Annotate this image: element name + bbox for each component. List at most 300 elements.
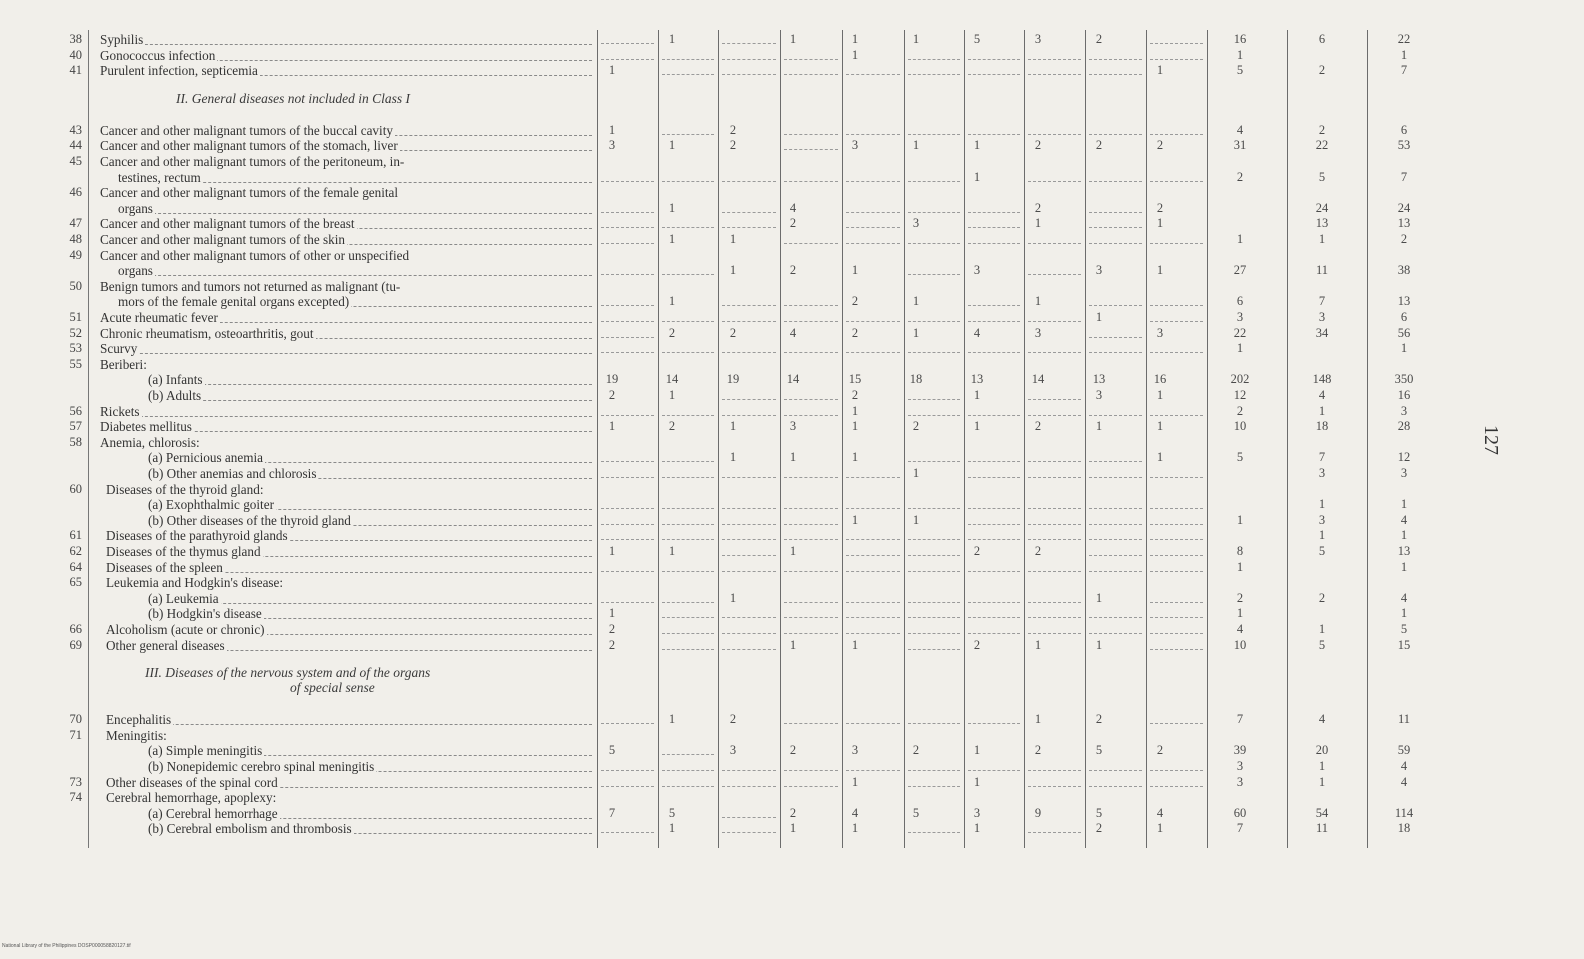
data-cell: 1	[668, 232, 676, 246]
empty-cell-dash	[908, 134, 960, 135]
row-number: 55	[69, 356, 82, 371]
data-cell: 18	[1315, 419, 1329, 434]
data-cell: 10	[1233, 419, 1247, 434]
data-cell: 2	[789, 216, 797, 231]
data-cell: 4	[1400, 774, 1408, 789]
row-number: 62	[69, 544, 82, 558]
empty-cell-dash	[1089, 555, 1142, 556]
table-row	[0, 560, 1470, 575]
empty-cell-dash	[784, 74, 838, 75]
table-row	[0, 310, 1470, 325]
data-cell: 1	[668, 821, 676, 836]
empty-cell-dash	[908, 571, 960, 572]
data-cell: 1	[912, 325, 920, 340]
data-cell: 5	[1236, 450, 1244, 465]
data-cell: 3	[1236, 774, 1244, 789]
data-cell: 1	[608, 544, 616, 558]
data-cell: 2	[912, 419, 920, 434]
row-label-text: (a) Exophthalmic goiter	[148, 497, 274, 513]
empty-cell-dash	[601, 415, 654, 416]
empty-cell-dash	[1089, 617, 1142, 618]
data-cell: 1	[1095, 310, 1103, 324]
data-cell: 1	[729, 450, 737, 465]
data-cell: 14	[665, 372, 679, 387]
row-number: 60	[69, 481, 82, 496]
empty-cell-dash	[968, 461, 1020, 462]
empty-cell-dash	[968, 477, 1020, 478]
row-label-text: Other diseases of the spinal cord	[106, 774, 278, 790]
table-row	[0, 388, 1470, 403]
empty-cell-dash	[1089, 415, 1142, 416]
data-cell: 1	[1318, 774, 1326, 789]
row-label	[100, 138, 592, 153]
data-cell: 20	[1315, 743, 1329, 758]
empty-cell-dash	[846, 243, 900, 244]
data-cell: 2	[973, 637, 981, 652]
row-label	[106, 775, 592, 790]
empty-cell-dash	[1150, 539, 1203, 540]
row-label-text: Rickets	[100, 403, 140, 419]
data-cell: 3	[1034, 325, 1042, 340]
empty-cell-dash	[846, 352, 900, 353]
data-cell: 1	[608, 63, 616, 78]
table-row	[0, 622, 1470, 637]
data-cell: 31	[1233, 138, 1247, 153]
row-label	[100, 326, 592, 341]
empty-cell-dash	[846, 74, 900, 75]
data-cell: 1	[1236, 47, 1244, 62]
data-cell: 1	[851, 637, 859, 652]
data-cell: 3	[1236, 310, 1244, 324]
data-cell: 2	[729, 122, 737, 137]
data-cell: 1	[912, 32, 920, 46]
row-label	[106, 528, 592, 543]
data-cell: 4	[1318, 712, 1326, 727]
empty-cell-dash	[722, 508, 776, 509]
empty-cell-dash	[784, 352, 838, 353]
row-label	[106, 712, 592, 727]
data-cell: 3	[851, 138, 859, 153]
data-cell: 1	[608, 122, 616, 137]
data-cell: 202	[1230, 372, 1250, 387]
empty-cell-dash	[968, 633, 1020, 634]
data-cell: 1	[912, 138, 920, 153]
data-cell: 27	[1233, 263, 1247, 278]
empty-cell-dash	[846, 508, 900, 509]
data-cell: 2	[1318, 63, 1326, 78]
data-cell: 5	[973, 32, 981, 46]
empty-cell-dash	[601, 524, 654, 525]
empty-cell-dash	[722, 539, 776, 540]
empty-cell-dash	[1028, 633, 1081, 634]
data-cell: 4	[851, 805, 859, 820]
empty-cell-dash	[1150, 633, 1203, 634]
empty-cell-dash	[1028, 524, 1081, 525]
empty-cell-dash	[968, 243, 1020, 244]
data-cell: 1	[1034, 712, 1042, 727]
data-cell: 2	[1034, 544, 1042, 558]
data-cell: 3	[1318, 310, 1326, 324]
empty-cell-dash	[601, 786, 654, 787]
empty-cell-dash	[968, 770, 1020, 771]
empty-cell-dash	[1150, 415, 1203, 416]
scan-footer: National Library of the Philippines DOSP000058820127.tif	[2, 943, 131, 949]
page-number: 127	[1480, 425, 1502, 455]
data-cell: 1	[1034, 294, 1042, 309]
row-label-text: Purulent infection, septicemia	[100, 63, 258, 79]
row-label-text: Chronic rheumatism, osteoarthritis, gout	[100, 325, 314, 341]
row-label-text: (b) Hodgkin's disease	[148, 606, 262, 622]
table-row	[0, 63, 1470, 78]
row-label	[106, 575, 592, 590]
empty-cell-dash	[722, 352, 776, 353]
data-cell: 2	[1095, 821, 1103, 836]
data-cell: 2	[1095, 138, 1103, 153]
empty-cell-dash	[662, 770, 714, 771]
empty-cell-dash	[1028, 617, 1081, 618]
empty-cell-dash	[601, 539, 654, 540]
empty-cell-dash	[1028, 786, 1081, 787]
empty-cell-dash	[722, 770, 776, 771]
empty-cell-dash	[662, 571, 714, 572]
row-number: 56	[69, 403, 82, 418]
empty-cell-dash	[846, 602, 900, 603]
data-cell: 2	[851, 388, 859, 402]
data-cell: 2	[1156, 138, 1164, 153]
empty-cell-dash	[1150, 617, 1203, 618]
empty-cell-dash	[968, 571, 1020, 572]
empty-cell-dash	[908, 617, 960, 618]
data-cell: 7	[1318, 450, 1326, 465]
table-row	[0, 372, 1470, 387]
row-number: 38	[69, 32, 82, 46]
table-row	[0, 759, 1470, 774]
empty-cell-dash	[722, 524, 776, 525]
empty-cell-dash	[908, 461, 960, 462]
empty-cell-dash	[601, 770, 654, 771]
data-cell: 3	[1095, 263, 1103, 278]
data-cell: 1	[973, 821, 981, 836]
empty-cell-dash	[968, 415, 1020, 416]
row-label-text: Cerebral hemorrhage, apoplexy:	[106, 790, 277, 806]
empty-cell-dash	[1028, 539, 1081, 540]
empty-cell-dash	[1089, 770, 1142, 771]
row-label	[100, 216, 592, 231]
data-cell: 3	[729, 743, 737, 758]
row-label	[148, 759, 592, 774]
row-label-text: Leukemia and Hodgkin's disease:	[106, 575, 284, 591]
empty-cell-dash	[1028, 134, 1081, 135]
empty-cell-dash	[601, 321, 654, 322]
row-label-text: (b) Cerebral embolism and thrombosis	[148, 821, 352, 837]
empty-cell-dash	[784, 571, 838, 572]
empty-cell-dash	[846, 571, 900, 572]
empty-cell-dash	[846, 617, 900, 618]
data-cell: 8	[1236, 544, 1244, 558]
data-cell: 1	[973, 743, 981, 758]
row-number: 43	[69, 122, 82, 137]
empty-cell-dash	[784, 723, 838, 724]
table-row	[0, 263, 1470, 278]
data-cell: 22	[1397, 32, 1411, 46]
data-cell: 1	[1034, 637, 1042, 652]
data-cell: 2	[1034, 743, 1042, 758]
empty-cell-dash	[662, 649, 714, 650]
row-number: 45	[69, 154, 82, 168]
empty-cell-dash	[784, 770, 838, 771]
data-cell: 2	[608, 622, 616, 636]
data-cell: 12	[1233, 388, 1247, 402]
empty-cell-dash	[846, 321, 900, 322]
row-number: 49	[69, 247, 82, 262]
row-label	[100, 232, 592, 247]
data-cell: 2	[668, 325, 676, 340]
data-cell: 60	[1233, 805, 1247, 820]
table-row	[0, 466, 1470, 481]
row-label	[106, 638, 592, 653]
data-cell: 4	[1400, 590, 1408, 605]
empty-cell-dash	[1028, 415, 1081, 416]
row-label-text: Diseases of the parathyroid glands	[106, 528, 288, 544]
row-label-text: Diseases of the thyroid gland:	[106, 481, 264, 497]
data-cell: 1	[789, 821, 797, 836]
row-label-text: (a) Cerebral hemorrhage	[148, 805, 278, 821]
data-cell: 2	[789, 263, 797, 278]
table-row	[0, 216, 1470, 231]
data-cell: 18	[1397, 821, 1411, 836]
data-cell: 1	[912, 466, 920, 480]
row-label	[100, 154, 592, 169]
empty-cell-dash	[722, 786, 776, 787]
data-cell: 2	[668, 419, 676, 434]
data-cell: 7	[1318, 294, 1326, 309]
empty-cell-dash	[1089, 305, 1142, 306]
data-cell: 7	[1400, 169, 1408, 184]
data-cell: 53	[1397, 138, 1411, 153]
empty-cell-dash	[722, 415, 776, 416]
data-cell: 1	[789, 32, 797, 46]
row-label-text: (b) Adults	[148, 388, 202, 403]
data-cell: 1	[1236, 559, 1244, 574]
data-cell: 4	[1400, 759, 1408, 773]
row-label	[100, 123, 592, 138]
row-label-text: (b) Nonepidemic cerebro spinal meningitis	[148, 759, 375, 774]
table-row	[0, 279, 1470, 294]
table-row	[0, 821, 1470, 836]
empty-cell-dash	[846, 770, 900, 771]
data-cell: 59	[1397, 743, 1411, 758]
data-cell: 1	[1236, 512, 1244, 527]
table-row	[0, 606, 1470, 621]
empty-cell-dash	[1089, 633, 1142, 634]
empty-cell-dash	[908, 243, 960, 244]
row-label-text: (a) Simple meningitis	[148, 743, 263, 759]
data-cell: 4	[789, 325, 797, 340]
empty-cell-dash	[722, 59, 776, 60]
empty-cell-dash	[662, 539, 714, 540]
empty-cell-dash	[662, 786, 714, 787]
empty-cell-dash	[662, 415, 714, 416]
empty-cell-dash	[1028, 352, 1081, 353]
data-cell: 3	[1318, 466, 1326, 480]
empty-cell-dash	[601, 508, 654, 509]
empty-cell-dash	[846, 555, 900, 556]
empty-cell-dash	[601, 477, 654, 478]
data-cell: 1	[851, 419, 859, 434]
empty-cell-dash	[601, 181, 654, 182]
empty-cell-dash	[1150, 555, 1203, 556]
data-cell: 6	[1236, 294, 1244, 309]
empty-cell-dash	[1028, 74, 1081, 75]
data-cell: 1	[1156, 419, 1164, 434]
empty-cell-dash	[601, 602, 654, 603]
row-label-text: Other general diseases	[106, 637, 225, 653]
row-number: 51	[69, 310, 82, 324]
empty-cell-dash	[1028, 181, 1081, 182]
row-label	[118, 263, 592, 278]
data-cell: 5	[1095, 743, 1103, 758]
empty-cell-dash	[1089, 352, 1142, 353]
table-row	[0, 712, 1470, 727]
data-cell: 22	[1233, 325, 1247, 340]
table-row	[0, 326, 1470, 341]
row-label	[148, 388, 592, 403]
row-label-text: Cancer and other malignant tumors of the buccal cavity	[100, 122, 393, 138]
data-cell: 15	[848, 372, 862, 387]
empty-cell-dash	[968, 74, 1020, 75]
empty-cell-dash	[968, 352, 1020, 353]
row-number: 61	[69, 528, 82, 543]
data-cell: 12	[1397, 450, 1411, 465]
empty-cell-dash	[1028, 461, 1081, 462]
data-cell: 3	[912, 216, 920, 231]
empty-cell-dash	[968, 524, 1020, 525]
row-label	[118, 201, 592, 216]
row-label-text: Anemia, chlorosis:	[100, 434, 200, 450]
data-cell: 5	[608, 743, 616, 758]
data-cell: 1	[1318, 528, 1326, 543]
row-label	[100, 435, 592, 450]
row-number: 66	[69, 622, 82, 636]
empty-cell-dash	[601, 227, 654, 228]
data-cell: 5	[1095, 805, 1103, 820]
empty-cell-dash	[846, 723, 900, 724]
empty-cell-dash	[601, 59, 654, 60]
empty-cell-dash	[1089, 477, 1142, 478]
data-cell: 1	[1156, 450, 1164, 465]
data-cell: 2	[1156, 743, 1164, 758]
data-cell: 2	[729, 712, 737, 727]
empty-cell-dash	[1150, 181, 1203, 182]
row-label	[106, 790, 592, 805]
data-cell: 1	[912, 512, 920, 527]
empty-cell-dash	[908, 770, 960, 771]
empty-cell-dash	[1150, 134, 1203, 135]
empty-cell-dash	[968, 321, 1020, 322]
data-cell: 1	[789, 544, 797, 558]
empty-cell-dash	[1028, 59, 1081, 60]
data-cell: 1	[851, 263, 859, 278]
table-row	[0, 775, 1470, 790]
empty-cell-dash	[1089, 181, 1142, 182]
data-cell: 3	[1400, 466, 1408, 480]
row-label	[148, 372, 592, 387]
data-cell: 19	[726, 372, 740, 387]
data-cell: 350	[1394, 372, 1414, 387]
row-label-text: testines, rectum	[118, 169, 201, 185]
data-cell: 1	[608, 419, 616, 434]
empty-cell-dash	[662, 508, 714, 509]
data-cell: 3	[1400, 403, 1408, 418]
empty-cell-dash	[1028, 477, 1081, 478]
empty-cell-dash	[1150, 649, 1203, 650]
data-cell: 1	[851, 450, 859, 465]
empty-cell-dash	[1150, 723, 1203, 724]
data-cell: 4	[789, 200, 797, 215]
data-cell: 2	[1095, 712, 1103, 727]
empty-cell-dash	[662, 74, 714, 75]
empty-cell-dash	[662, 181, 714, 182]
row-number: 47	[69, 216, 82, 231]
data-cell: 1	[973, 388, 981, 402]
empty-cell-dash	[908, 539, 960, 540]
data-cell: 1	[1318, 232, 1326, 246]
empty-cell-dash	[722, 305, 776, 306]
empty-cell-dash	[662, 524, 714, 525]
data-cell: 11	[1397, 712, 1411, 727]
section-heading: II. General diseases not included in Class I	[176, 90, 410, 106]
data-cell: 1	[1095, 637, 1103, 652]
data-cell: 5	[1318, 544, 1326, 558]
table-row	[0, 154, 1470, 169]
data-cell: 5	[1236, 63, 1244, 78]
data-cell: 16	[1153, 372, 1167, 387]
empty-cell-dash	[1150, 305, 1203, 306]
data-cell: 2	[1318, 590, 1326, 605]
empty-cell-dash	[1150, 571, 1203, 572]
data-cell: 1	[668, 388, 676, 402]
row-label	[148, 497, 592, 512]
table-row	[0, 248, 1470, 263]
row-label-text: Cancer and other malignant tumors of the peritoneum, in-	[100, 154, 405, 169]
data-cell: 1	[851, 32, 859, 46]
data-cell: 18	[909, 372, 923, 387]
data-cell: 1	[1318, 759, 1326, 773]
empty-cell-dash	[908, 602, 960, 603]
table-row	[0, 170, 1470, 185]
data-cell: 14	[786, 372, 800, 387]
empty-cell-dash	[908, 508, 960, 509]
data-cell: 14	[1031, 372, 1045, 387]
empty-cell-dash	[1089, 786, 1142, 787]
row-label-text: Gonococcus infection	[100, 47, 216, 63]
data-cell: 1	[1034, 216, 1042, 231]
row-label	[100, 279, 592, 294]
row-label	[100, 341, 592, 356]
row-label	[106, 560, 592, 575]
data-cell: 16	[1233, 32, 1247, 46]
data-cell: 15	[1397, 637, 1411, 652]
row-label-text: Diseases of the spleen	[106, 559, 223, 575]
row-number: 50	[69, 278, 82, 293]
data-cell: 1	[668, 544, 676, 558]
data-cell: 13	[1092, 372, 1106, 387]
empty-cell-dash	[1089, 508, 1142, 509]
data-cell: 1	[1236, 606, 1244, 621]
row-label	[106, 728, 592, 743]
empty-cell-dash	[1028, 571, 1081, 572]
empty-cell-dash	[722, 477, 776, 478]
